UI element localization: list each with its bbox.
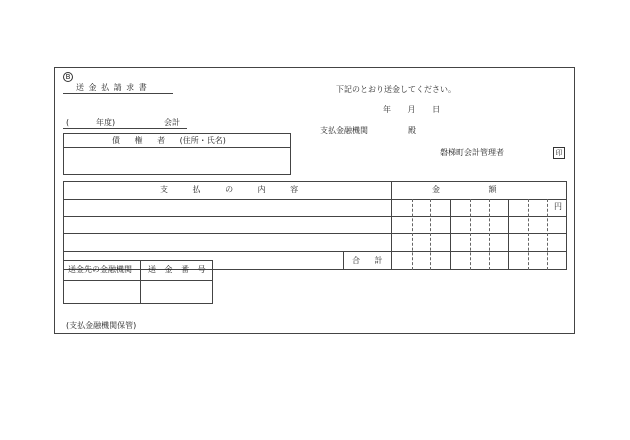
- seal-mark: 印: [553, 147, 565, 159]
- footer-note: (支払金融機関保管): [66, 321, 137, 330]
- remit-bank-header: 送金先の金融機関: [68, 265, 132, 274]
- content-header: 支 払 の 内 容: [160, 185, 299, 194]
- yen-label: 円: [554, 202, 562, 211]
- remit-number-header: 送 金 番 号: [148, 265, 206, 274]
- form-title: 送 金 払 請 求 書: [76, 83, 148, 92]
- fiscal-open-paren: (: [66, 118, 70, 127]
- bank-honorific: 殿: [408, 126, 416, 135]
- digit-divider: [547, 199, 548, 270]
- digit-divider: [470, 199, 471, 270]
- fiscal-year-label: 年度): [96, 118, 116, 127]
- remittance-header-line: [63, 280, 213, 281]
- table-column-divider: [391, 181, 392, 270]
- circle-b-mark: B: [63, 72, 73, 82]
- date-line: 年 月 日: [383, 105, 441, 114]
- table-row-line-1: [63, 216, 567, 217]
- digit-divider: [528, 199, 529, 270]
- instruction-text: 下記のとおり送金してください。: [336, 85, 456, 94]
- payment-table: [63, 181, 567, 270]
- title-underline: [63, 93, 173, 94]
- table-header-line: [63, 199, 567, 200]
- amount-header: 金 額: [432, 185, 497, 194]
- total-cell-divider: [343, 251, 344, 270]
- account-label: 会計: [164, 118, 180, 127]
- table-row-line-3: [63, 251, 567, 252]
- table-row-line-2: [63, 233, 567, 234]
- digit-divider: [450, 199, 451, 270]
- fiscal-underline: [63, 128, 187, 129]
- total-label: 合 計: [352, 256, 383, 265]
- creditor-header-line: [63, 147, 291, 148]
- digit-divider: [508, 199, 509, 270]
- remittance-divider: [140, 260, 141, 304]
- digit-divider: [430, 199, 431, 270]
- creditor-header: 債 権 者 (住所・氏名): [112, 136, 226, 145]
- bank-label: 支払金融機関: [320, 126, 368, 135]
- digit-divider: [489, 199, 490, 270]
- manager-label: 磐梯町会計管理者: [440, 148, 504, 157]
- digit-divider: [412, 199, 413, 270]
